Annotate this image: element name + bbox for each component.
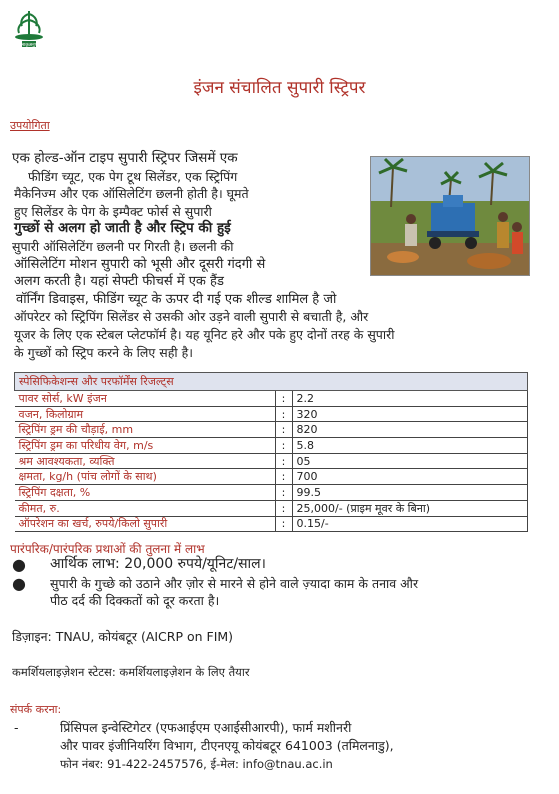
spec-value: 320	[292, 406, 528, 422]
spec-colon: :	[275, 516, 292, 532]
spec-value: 820	[292, 422, 528, 438]
contact-block	[14, 719, 534, 773]
usage-label: उपयोगिता	[10, 119, 50, 132]
table-row	[15, 500, 528, 516]
page-title: इंजन संचालित सुपारी स्ट्रिपर	[193, 78, 366, 98]
spec-colon: :	[275, 469, 292, 485]
spec-key: ऑपरेशन का खर्च, रुपये/किलो सुपारी	[15, 516, 276, 532]
description-line: के गुच्छों को स्ट्रिप करने के लिए सही है।	[14, 344, 193, 360]
contact-line: फोन नंबर: 91-422-2457576, ई-मेल: info@tnau.ac.in	[60, 757, 333, 771]
benefit-text: सुपारी के गुच्छे को उठाने और ज़ोर से मारने से होने वाले ज़्यादा काम के तनाव और पीठ दर्द की दिक्कतों को दूर करता है।	[50, 576, 419, 608]
spec-value: 5.8	[292, 438, 528, 454]
description-line: अलग करती है। यहां सेफ्टी फीचर्स में एक हैंड	[14, 274, 224, 290]
benefit-text: आर्थिक लाभ: 20,000 रुपये/यूनिट/साल।	[50, 556, 266, 572]
spec-value: 25,000/- (प्राइम मूवर के बिना)	[292, 500, 528, 516]
spec-value: 0.15/-	[292, 516, 528, 532]
bullet: ●	[12, 555, 26, 574]
description-line: यूजर के लिए एक स्टेबल प्लेटफॉर्म है। यह यूनिट हरे और पके हुए दोनों तरह के सुपारी	[14, 326, 395, 342]
description-line: फीडिंग च्यूट, एक पेग टूथ सिलेंडर, एक स्ट्रिपिंग	[28, 168, 238, 184]
benefits-title: पारंपरिक/पारंपरिक प्रथाओं की तुलना में लाभ	[10, 542, 205, 556]
table-row	[15, 438, 528, 454]
machine-photo	[370, 156, 530, 276]
table-row	[15, 516, 528, 532]
spec-value: 700	[292, 469, 528, 485]
spec-colon: :	[275, 500, 292, 516]
benefits-list	[12, 556, 532, 609]
contact-label: संपर्क करना:	[10, 703, 62, 716]
table-row	[15, 469, 528, 485]
description-line: हुए सिलेंडर के पेग के इम्पैक्ट फोर्स से सुपारी	[14, 203, 212, 219]
list-item	[12, 575, 532, 609]
icar-logo	[12, 8, 46, 48]
table-row	[15, 406, 528, 422]
spec-colon: :	[275, 438, 292, 454]
table-row	[15, 485, 528, 501]
spec-colon: :	[275, 406, 292, 422]
contact-dash: -	[14, 720, 19, 735]
table-row	[15, 453, 528, 469]
description-line: एक होल्ड-ऑन टाइप सुपारी स्ट्रिपर जिसमें एक	[12, 150, 238, 166]
design-credit: डिज़ाइन: TNAU, कोयंबटूर (AICRP on FIM)	[12, 629, 234, 644]
spec-value: 99.5	[292, 485, 528, 501]
contact-line: प्रिंसिपल इन्वेस्टिगेटर (एफआईएम एआईसीआरपी), फार्म मशीनरी	[60, 720, 352, 735]
spec-key: स्ट्रिपिंग ड्रम की चौड़ाई, mm	[15, 422, 276, 438]
description-line: मैकेनिज्म और एक ऑसिलेटिंग छलनी होती है। घूमते	[14, 186, 249, 202]
commercialization-status: कमर्शियलाइज़ेशन स्टेटस: कमर्शियलाइज़ेशन के लिए तैयार	[12, 665, 250, 679]
spec-key: श्रम आवश्यकता, व्यक्ति	[15, 453, 276, 469]
spec-value: 2.2	[292, 391, 528, 407]
spec-table-header: स्पेसिफिकेशन्स और परफॉर्मेंस रिजल्ट्स	[15, 373, 528, 391]
list-item	[12, 556, 532, 573]
table-row	[15, 422, 528, 438]
description-line: ऑपरेटर को स्ट्रिपिंग सिलेंडर से उसकी ओर उड़ने वाली सुपारी से बचाती है, और	[14, 309, 369, 325]
table-row	[15, 391, 528, 407]
spec-key: पावर सोर्स, kW इंजन	[15, 391, 276, 407]
spec-key: क्षमता, kg/h (पांच लोगों के साथ)	[15, 469, 276, 485]
description-line: सुपारी ऑसिलेटिंग छलनी पर गिरती है। छलनी की	[12, 238, 234, 254]
spec-key: स्ट्रिपिंग ड्रम का परिधीय वेग, m/s	[15, 438, 276, 454]
spec-key: वजन, किलोग्राम	[15, 406, 276, 422]
spec-key: कीमत, रु.	[15, 500, 276, 516]
logo-text: भाकृअनुप	[20, 43, 38, 48]
spec-colon: :	[275, 485, 292, 501]
description-line: गुच्छों से अलग हो जाती है और स्ट्रिप की हुई	[14, 220, 231, 237]
spec-colon: :	[275, 422, 292, 438]
contact-line: और पावर इंजीनियरिंग विभाग, टीएनएयू कोयंबटूर 641003 (तमिलनाडु),	[60, 738, 394, 753]
spec-table	[14, 372, 528, 532]
spec-colon: :	[275, 391, 292, 407]
description-line: वॉर्निंग डिवाइस, फीडिंग च्यूट के ऊपर दी गई एक शील्ड शामिल है जो	[16, 291, 337, 307]
spec-colon: :	[275, 453, 292, 469]
spec-value: 05	[292, 453, 528, 469]
spec-key: स्ट्रिपिंग दक्षता, %	[15, 485, 276, 501]
bullet: ●	[12, 574, 26, 593]
description-line: ऑसिलेटिंग मोशन सुपारी को भूसी और दूसरी गंदगी से	[14, 256, 266, 272]
